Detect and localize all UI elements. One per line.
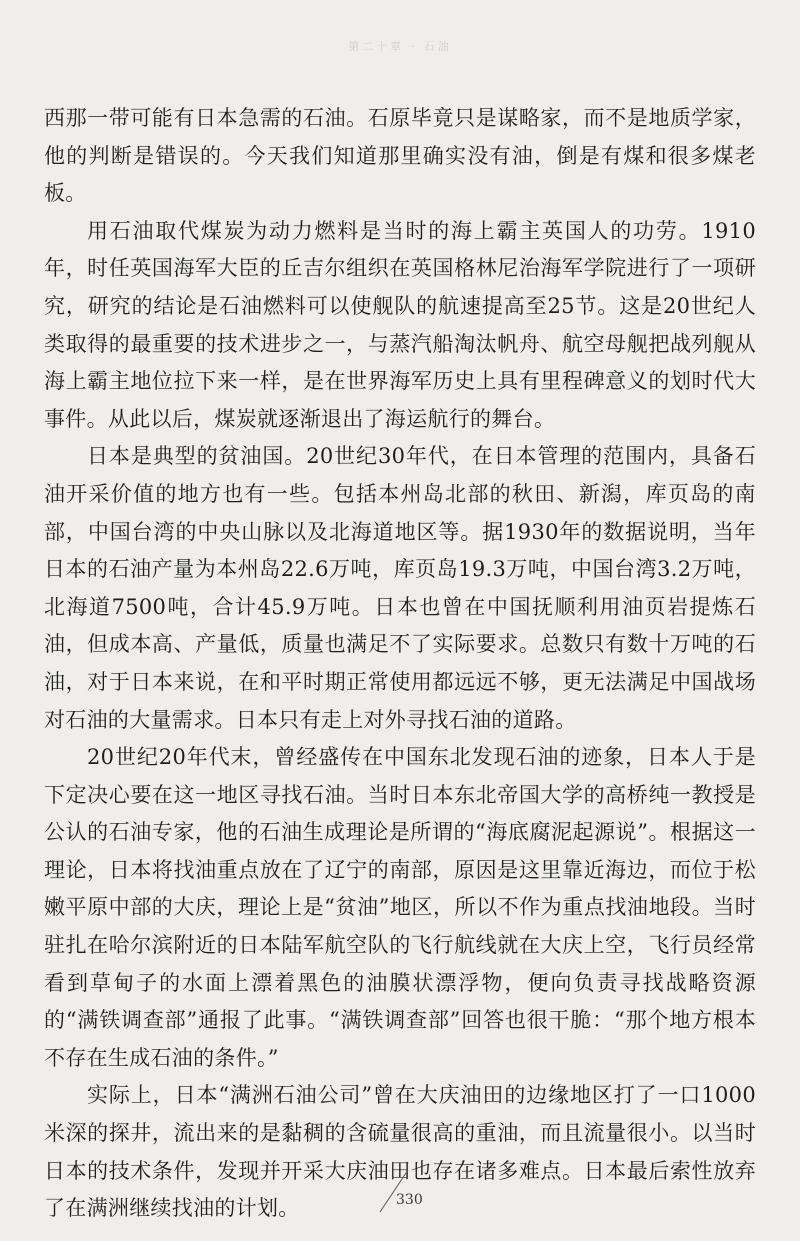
paragraph-oil-replaces-coal: 用石油取代煤炭为动力燃料是当时的海上霸主英国人的功劳。1910年，时任英国海军大臣的丘吉尔组织在英国格林尼治海军学院进行了一项研究，研究的结论是石油燃料可以使舰队的航速提高至25节。这是20世纪人类取得的最重要的技术进步之一，与蒸汽船淘汰帆舟、航空母舰把战列舰从海上霸主地位拉下来一样，是在世界海军历史上具有里程碑意义的划时代大事件。从此以后，煤炭就逐渐退出了海运航行的舞台。 [44, 218, 756, 431]
paragraph-manchuria-well: 实际上，日本“满洲石油公司”曾在大庆油田的边缘地区打了一口1000米深的探井，流出来的是黏稠的含硫量很高的重油，而且流量很小。以当时日本的技术条件，发现并开采大庆油田也存在诸多难点。日本最后索性放弃了在满洲继续找油的计划。 [44, 1083, 756, 1221]
page-number: 330 [396, 1192, 423, 1208]
running-header: 第二十章 · 石油 [348, 40, 452, 53]
page-footer [360, 1168, 440, 1216]
paragraph-japan-oil-poor: 日本是典型的贫油国。20世纪30年代，在日本管理的范围内，具备石油开采价值的地方也有一些。包括本州岛北部的秋田、新潟，库页岛的南部，中国台湾的中央山脉以及北海道地区等。据1930年的数据说明，当年日本的石油产量为本州岛22.6万吨，库页岛19.3万吨，中国台湾3.2万吨，北海道7500吨，合计45.9万吨。日本也曾在中国抚顺利用油页岩提炼石油，但成本高、产量低，质量也满足不了实际要求。总数只有数十万吨的石油，对于日本来说，在和平时期正常使用都远远不够，更无法满足中国战场对石油的大量需求。日本只有走上对外寻找石油的道路。 [44, 444, 756, 732]
page-body [44, 100, 756, 1228]
paragraph-continued: 西那一带可能有日本急需的石油。石原毕竟只是谋略家，而不是地质学家，他的判断是错误的。今天我们知道那里确实没有油，倒是有煤和很多煤老板。 [44, 106, 756, 206]
paragraph-northeast-search: 20世纪20年代末，曾经盛传在中国东北发现石油的迹象，日本人于是下定决心要在这一地区寻找石油。当时日本东北帝国大学的高桥纯一教授是公认的石油专家，他的石油生成理论是所谓的“海底腐泥起源说”。根据这一理论，日本将找油重点放在了辽宁的南部，原因是这里靠近海边，而位于松嫩平原中部的大庆，理论上是“贫油”地区，所以不作为重点找油地段。当时驻扎在哈尔滨附近的日本陆军航空队的飞行航线就在大庆上空，飞行员经常看到草甸子的水面上漂着黑色的油膜状漂浮物，便向负责寻找战略资源的“满铁调查部”通报了此事。“满铁调查部”回答也很干脆：“那个地方根本不存在生成石油的条件。” [44, 745, 756, 1070]
